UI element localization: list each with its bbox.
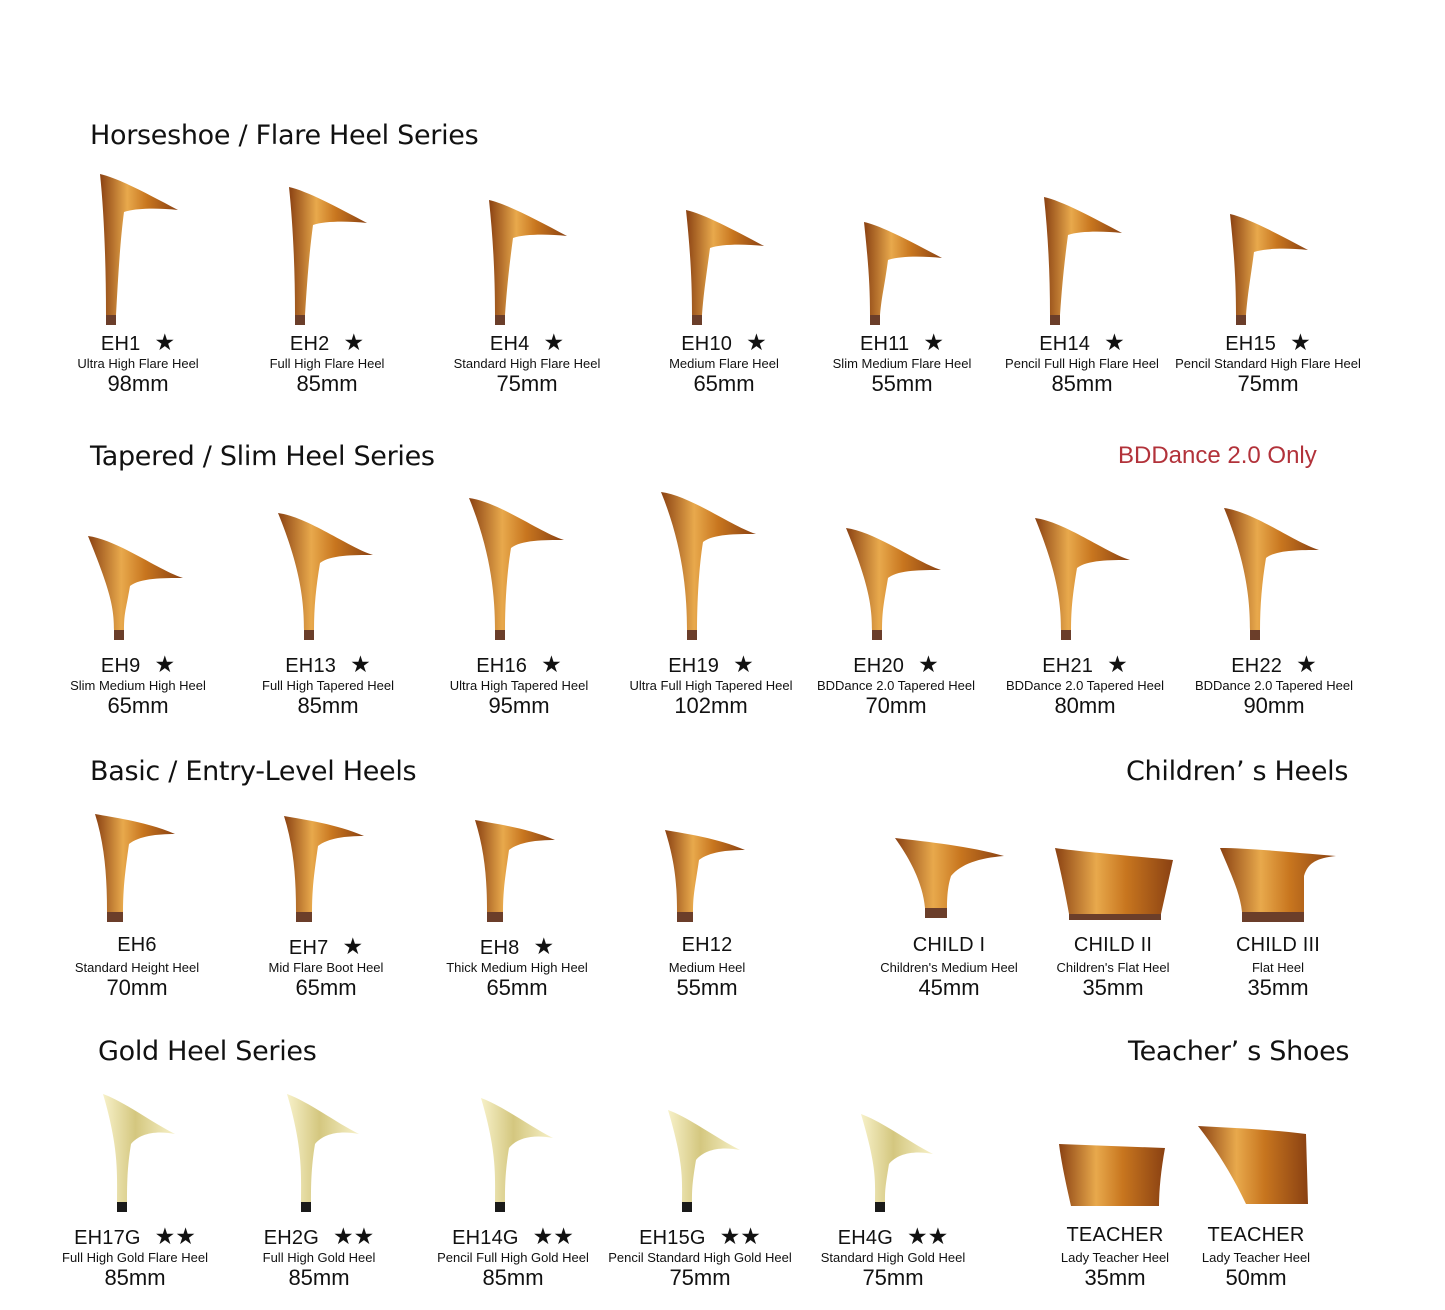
gold-heel-icon [224, 1088, 414, 1212]
heel-height: 85mm [104, 1265, 166, 1290]
heel-code: EH11 [860, 333, 910, 355]
flare-heel-icon [232, 185, 422, 325]
heel-code: CHILD III [1235, 934, 1321, 956]
heel-code: EH12 [681, 934, 733, 956]
heel-code: EH7 [288, 937, 329, 959]
heel-code: EH2 [289, 333, 330, 355]
heel-description: Full High Gold Heel [262, 1250, 376, 1265]
bddance-only-note: BDDance 2.0 Only [1118, 442, 1317, 469]
heel-height: 85mm [482, 1265, 544, 1290]
heel-description: Thick Medium High Heel [446, 960, 588, 975]
heel-description: BDDance 2.0 Tapered Heel [816, 678, 976, 693]
heel-code: EH10 [681, 333, 733, 355]
heel-code: TEACHER [1207, 1224, 1305, 1246]
heel-height: 80mm [1054, 693, 1116, 718]
tapered-heel-icon [233, 507, 423, 640]
heel-description: Ultra High Tapered Heel [449, 678, 589, 693]
heel-description: Slim Medium Flare Heel [832, 356, 972, 371]
heel-height: 65mm [107, 693, 169, 718]
heel-height: 35mm [1247, 975, 1309, 1000]
heel-code: EH20 [853, 655, 905, 677]
tapered-heel-icon [43, 530, 233, 640]
section-title-gold: Gold Heel Series [98, 1036, 317, 1067]
gold-heel-icon [798, 1108, 988, 1212]
heel-code: EH19 [668, 655, 720, 677]
heel-code: CHILD II [1073, 934, 1153, 956]
heel-code: EH6 [117, 934, 157, 956]
heel-code: EH15 [1225, 333, 1277, 355]
gold-heel-icon [40, 1088, 230, 1212]
heel-description: Standard Height Heel [74, 960, 200, 975]
heel-description: Flat Heel [1251, 960, 1305, 975]
heel-description: Ultra Full High Tapered Heel [629, 678, 793, 693]
heel-description: Lady Teacher Heel [1060, 1250, 1170, 1265]
heel-code: EH15G [639, 1227, 706, 1249]
heel-height: 70mm [865, 693, 927, 718]
flare-heel-icon [432, 198, 622, 325]
tapered-heel-icon [801, 522, 991, 640]
heel-code: EH13 [285, 655, 337, 677]
heel-height: 75mm [669, 1265, 731, 1290]
heel-height: 102mm [674, 693, 748, 718]
heel-height: 55mm [676, 975, 738, 1000]
heel-height: 85mm [297, 693, 359, 718]
star-rating-icon: ★★ [154, 1224, 196, 1250]
heel-description: Ultra High Flare Heel [77, 356, 199, 371]
heel-height: 75mm [496, 371, 558, 396]
star-rating-icon: ★ [1296, 652, 1317, 678]
flare-heel-icon [1173, 212, 1363, 325]
flare-heel-icon [987, 195, 1177, 325]
heel-height: 65mm [693, 371, 755, 396]
heel-height: 85mm [296, 371, 358, 396]
heel-code: EH9 [100, 655, 141, 677]
child-heel-icon [854, 836, 1044, 918]
heel-description: Pencil Full High Gold Heel [437, 1250, 589, 1265]
heel-description: BDDance 2.0 Tapered Heel [1194, 678, 1354, 693]
heel-code: EH14 [1039, 333, 1091, 355]
flare-heel-icon [43, 172, 233, 325]
heel-height: 98mm [107, 371, 169, 396]
tapered-heel-icon [424, 492, 614, 640]
star-rating-icon: ★ [923, 330, 944, 356]
heel-height: 45mm [918, 975, 980, 1000]
heel-height: 85mm [1051, 371, 1113, 396]
tapered-heel-icon [990, 512, 1180, 640]
heel-description: Medium Heel [668, 960, 746, 975]
heel-description: Children's Flat Heel [1056, 960, 1170, 975]
heel-code: EH4G [837, 1227, 893, 1249]
heel-description: Slim Medium High Heel [70, 678, 206, 693]
star-rating-icon: ★ [733, 652, 754, 678]
heel-description: Pencil Full High Flare Heel [1005, 356, 1159, 371]
star-rating-icon: ★ [154, 330, 176, 356]
tapered-heel-icon [616, 486, 806, 640]
heel-height: 35mm [1084, 1265, 1146, 1290]
heel-height: 55mm [871, 371, 933, 396]
heel-description: Full High Gold Flare Heel [62, 1250, 208, 1265]
flat-heel-icon [1018, 842, 1208, 922]
star-rating-icon: ★★ [907, 1224, 949, 1250]
basic-heel-icon [422, 818, 612, 922]
flare-heel-icon [629, 208, 819, 325]
heel-description: Standard High Flare Heel [453, 356, 601, 371]
heel-description: Mid Flare Boot Heel [268, 960, 384, 975]
basic-heel-icon [42, 812, 232, 922]
flare-heel-icon [807, 220, 997, 325]
star-rating-icon: ★ [1104, 330, 1125, 356]
child-flat-heel-icon [1183, 842, 1373, 922]
basic-heel-icon [231, 814, 421, 922]
heel-description: BDDance 2.0 Tapered Heel [1005, 678, 1165, 693]
star-rating-icon: ★ [543, 330, 565, 356]
heel-height: 75mm [862, 1265, 924, 1290]
star-rating-icon: ★ [1290, 330, 1311, 356]
section-title-teacher: Teacher’ s Shoes [1128, 1036, 1350, 1067]
heel-code: EH14G [452, 1227, 519, 1249]
heel-code: EH2G [263, 1227, 319, 1249]
gold-heel-icon [418, 1092, 608, 1212]
heel-height: 35mm [1082, 975, 1144, 1000]
star-rating-icon: ★ [746, 330, 767, 356]
section-title-flare: Horseshoe / Flare Heel Series [90, 120, 479, 151]
heel-description: Full High Tapered Heel [262, 678, 394, 693]
heel-description: Pencil Standard High Gold Heel [608, 1250, 792, 1265]
star-rating-icon: ★★ [719, 1224, 761, 1250]
heel-code: EH4 [489, 333, 530, 355]
heel-description: Full High Flare Heel [269, 356, 385, 371]
basic-heel-icon [612, 828, 802, 922]
star-rating-icon: ★ [343, 330, 365, 356]
heel-height: 65mm [295, 975, 357, 1000]
tapered-heel-icon [1179, 502, 1369, 640]
heel-description: Pencil Standard High Flare Heel [1175, 356, 1361, 371]
gold-heel-icon [605, 1104, 795, 1212]
star-rating-icon: ★ [918, 652, 939, 678]
heel-height: 95mm [488, 693, 550, 718]
section-title-tapered: Tapered / Slim Heel Series [90, 441, 435, 472]
heel-description: Standard High Gold Heel [820, 1250, 966, 1265]
section-title-children: Children’ s Heels [1126, 756, 1349, 787]
heel-height: 75mm [1237, 371, 1299, 396]
heel-code: CHILD I [912, 934, 986, 956]
star-rating-icon: ★★ [532, 1224, 574, 1250]
heel-code: EH17G [74, 1227, 141, 1249]
heel-description: Lady Teacher Heel [1201, 1250, 1311, 1265]
star-rating-icon: ★★ [333, 1224, 375, 1250]
star-rating-icon: ★ [154, 652, 176, 678]
star-rating-icon: ★ [533, 934, 555, 960]
heel-height: 50mm [1225, 1265, 1287, 1290]
heel-height: 65mm [486, 975, 548, 1000]
heel-height: 90mm [1243, 693, 1305, 718]
star-rating-icon: ★ [541, 652, 562, 678]
heel-code: EH16 [476, 655, 528, 677]
heel-code: EH8 [479, 937, 520, 959]
heel-description: Medium Flare Heel [669, 356, 779, 371]
heel-height: 85mm [288, 1265, 350, 1290]
heel-code: EH22 [1231, 655, 1283, 677]
heel-height: 70mm [106, 975, 168, 1000]
section-title-basic: Basic / Entry-Level Heels [90, 756, 417, 787]
heel-code: EH1 [100, 333, 141, 355]
heel-code: EH21 [1042, 655, 1094, 677]
star-rating-icon: ★ [350, 652, 371, 678]
star-rating-icon: ★ [342, 934, 364, 960]
star-rating-icon: ★ [1107, 652, 1128, 678]
heel-description: Children's Medium Heel [880, 960, 1018, 975]
heel-code: TEACHER [1066, 1224, 1164, 1246]
teacher-block-heel-icon [1161, 1120, 1351, 1212]
